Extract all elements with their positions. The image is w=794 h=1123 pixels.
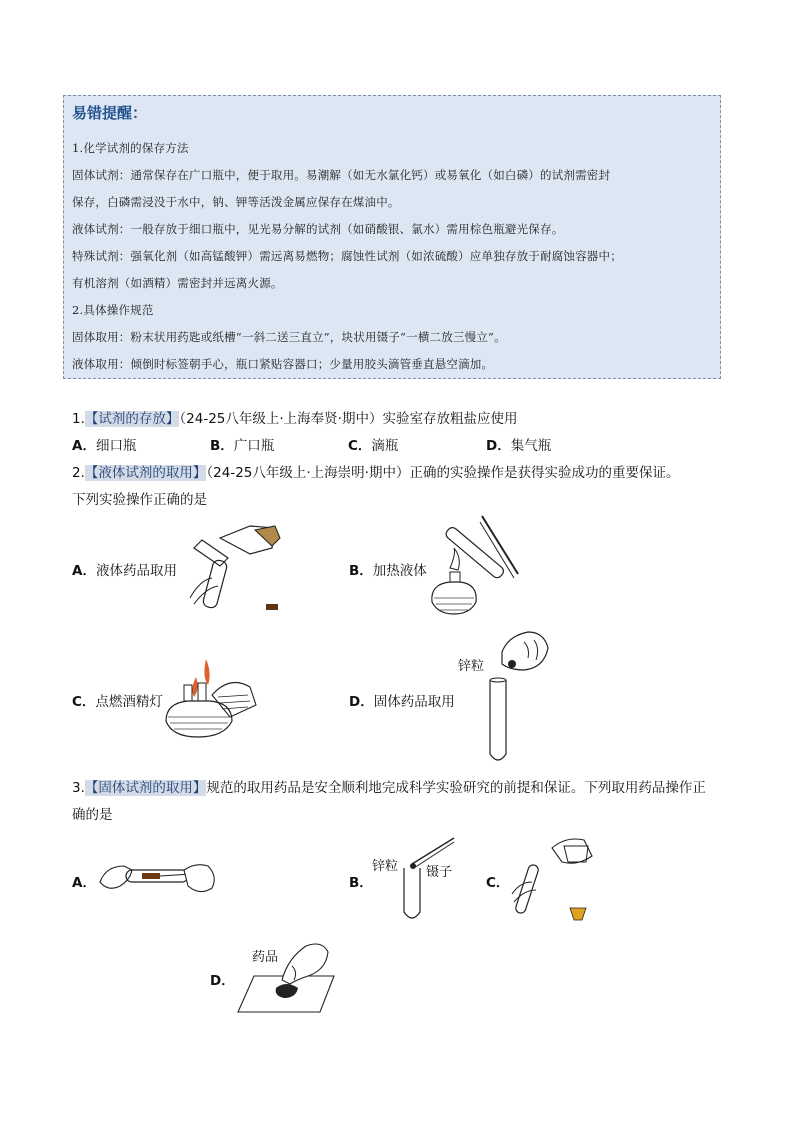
q2-option-b[interactable]: B．加热液体 — [349, 563, 427, 579]
tip-line: 特殊试剂：强氧化剂（如高锰酸钾）需远离易燃物；腐蚀性试剂（如浓硫酸）应单独存放于耐腐蚀容器中； — [72, 249, 622, 263]
q2-option-d[interactable]: D．固体药品取用 — [349, 694, 455, 710]
pour-liquid-illustration — [180, 518, 290, 618]
q2-option-c[interactable]: C．点燃酒精灯 — [72, 694, 163, 710]
q1-option-b[interactable]: B．广口瓶 — [210, 438, 275, 454]
question-2-stem-line2: 下列实验操作正确的是 — [72, 492, 207, 508]
hand-pinch-illustration — [236, 936, 336, 1016]
question-number: 1. — [72, 411, 85, 427]
heat-liquid-illustration — [420, 512, 525, 622]
question-text: 规范的取用药品是安全顺利地完成科学实验研究的前提和保证。下列取用药品操作正 — [206, 780, 706, 796]
tip-title: 易错提醒： — [72, 104, 148, 122]
tip-line: 液体试剂：一般存放于细口瓶中，见光易分解的试剂（如硝酸银、氯水）需用棕色瓶避光保存。 — [72, 222, 564, 236]
question-tag: 【试剂的存放】 — [84, 411, 180, 427]
pour-powder-illustration — [508, 832, 604, 924]
tip-line: 有机溶剂（如酒精）需密封并远离火源。 — [72, 276, 283, 290]
question-3-stem — [72, 776, 706, 796]
question-3-stem-line2: 确的是 — [72, 807, 113, 823]
q3-option-c[interactable]: C． — [486, 875, 510, 891]
q3-option-a[interactable]: A． — [72, 875, 96, 891]
question-text: （24-25八年级上·上海奉贤·期中）实验室存放粗盐应使用 — [179, 411, 518, 427]
tip-box — [63, 95, 721, 379]
lamp-lighting-illustration — [160, 655, 260, 745]
question-1-stem — [72, 407, 517, 427]
question-2-stem — [72, 461, 679, 481]
zinc-label: 锌粒 — [372, 859, 399, 874]
tip-line: 保存，白磷需浸没于水中，钠、钾等活泼金属应保存在煤油中。 — [72, 195, 400, 209]
solid-sample-illustration — [484, 628, 554, 768]
question-text: （24-25八年级上·上海崇明·期中）正确的实验操作是获得实验成功的重要保证。 — [206, 465, 680, 481]
q1-option-d[interactable]: D．集气瓶 — [486, 438, 552, 454]
tip-line: 1.化学试剂的保存方法 — [72, 141, 189, 155]
zinc-label: 锌粒 — [458, 659, 485, 674]
question-tag: 【液体试剂的取用】 — [84, 465, 207, 481]
tweezers-label: 镊子 — [426, 865, 453, 880]
q1-option-a[interactable]: A．细口瓶 — [72, 438, 137, 454]
q3-option-d[interactable]: D． — [210, 973, 235, 989]
tip-line: 固体试剂：通常保存在广口瓶中，便于取用。易潮解（如无水氯化钙）或易氧化（如白磷）的试剂需密封 — [72, 168, 611, 182]
question-number: 3. — [72, 780, 85, 796]
q3-option-b[interactable]: B． — [349, 875, 373, 891]
q2-option-a[interactable]: A．液体药品取用 — [72, 563, 177, 579]
tip-line: 2.具体操作规范 — [72, 303, 154, 317]
chemical-label: 药品 — [252, 950, 279, 965]
question-number: 2. — [72, 465, 85, 481]
tweezers-zinc-illustration — [398, 834, 458, 922]
question-tag: 【固体试剂的取用】 — [84, 780, 207, 796]
q1-option-c[interactable]: C．滴瓶 — [348, 438, 399, 454]
tip-line: 固体取用：粉末状用药匙或纸槽“一斜二送三直立”，块状用镊子“一横二放三慢立”。 — [72, 330, 506, 344]
horizontal-tube-illustration — [96, 852, 220, 900]
tip-line: 液体取用：倾倒时标签朝手心，瓶口紧贴容器口；少量用胶头滴管垂直悬空滴加。 — [72, 357, 494, 371]
